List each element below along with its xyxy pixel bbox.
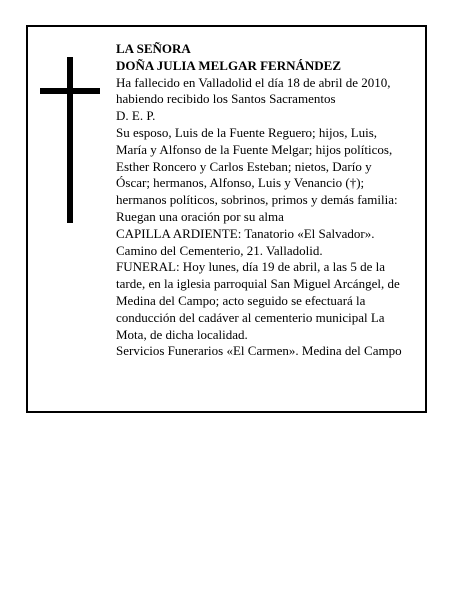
family-line-1: Su esposo, Luis de la Fuente Reguero; hijos, Luis,: [116, 124, 378, 140]
chapel-line-1: CAPILLA ARDIENTE: Tanatorio «El Salvador».: [116, 225, 375, 241]
obituary-notice: [26, 25, 427, 413]
deceased-name: DOÑA JULIA MELGAR FERNÁNDEZ: [116, 57, 341, 73]
funeral-line-5: Mota, de dicha localidad.: [116, 326, 248, 342]
death-announcement-line-2: habiendo recibido los Santos Sacramentos: [116, 91, 336, 107]
family-line-4: Óscar; hermanos, Alfonso, Luis y Venancio (†);: [116, 175, 365, 191]
chapel-line-2: Camino del Cementerio, 21. Valladolid.: [116, 242, 323, 258]
notice-text: [116, 41, 422, 360]
funeral-services-line: Servicios Funerarios «El Carmen». Medina del Campo: [116, 343, 402, 359]
cross-icon: [40, 57, 100, 223]
funeral-line-3: Medina del Campo; acto seguido se efectuará la: [116, 292, 366, 308]
family-line-2: María y Alfonso de la Fuente Melgar; hijos políticos,: [116, 141, 393, 157]
death-announcement-line-1: Ha fallecido en Valladolid el día 18 de abril de 2010,: [116, 74, 391, 90]
cross-vertical-bar: [67, 57, 73, 223]
family-line-3: Esther Roncero y Carlos Esteban; nietos, Darío y: [116, 158, 372, 174]
notice-title: LA SEÑORA: [116, 41, 191, 56]
cross-horizontal-bar: [40, 88, 100, 94]
funeral-line-2: tarde, en la iglesia parroquial San Miguel Arcángel, de: [116, 276, 400, 292]
rip-line: D. E. P.: [116, 108, 156, 124]
funeral-line-1: FUNERAL: Hoy lunes, día 19 de abril, a las 5 de la: [116, 259, 385, 275]
funeral-line-4: conducción del cadáver al cementerio municipal La: [116, 309, 385, 325]
prayer-request-line: Ruegan una oración por su alma: [116, 208, 284, 224]
family-line-5: hermanos políticos, sobrinos, primos y demás familia:: [116, 192, 398, 208]
